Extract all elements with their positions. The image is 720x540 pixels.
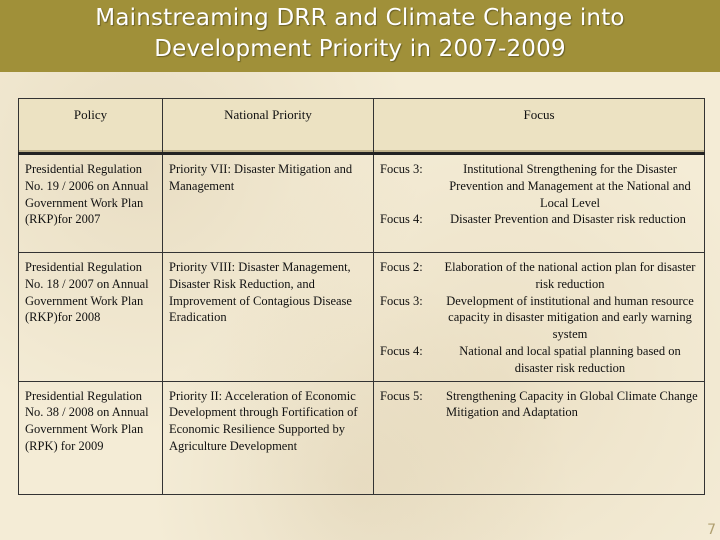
focus-label: Focus 3:: [380, 162, 423, 176]
slide-title-line-2: Development Priority in 2007-2009: [154, 36, 566, 62]
header-policy: Policy: [19, 99, 163, 154]
focus-label: Focus 3:: [380, 293, 423, 308]
focus-cell: [374, 253, 705, 382]
focus-item: [380, 259, 698, 293]
table-row: [19, 154, 705, 253]
policy-cell: Presidential Regulation No. 38 / 2008 on Annual Government Work Plan (RPK) for 2009: [19, 381, 163, 494]
policy-cell: Presidential Regulation No. 18 / 2007 on Annual Government Work Plan (RKP)for 2008: [19, 253, 163, 382]
focus-item: [380, 343, 698, 377]
focus-cell: [374, 381, 705, 494]
focus-label: Focus 2:: [380, 260, 423, 274]
focus-text: Strengthening Capacity in Global Climate Change Mitigation and Adaptation: [446, 388, 698, 420]
focus-cell: [374, 154, 705, 253]
focus-item: [380, 293, 698, 343]
table-header-row: [19, 99, 705, 154]
slide-title-line-1: Mainstreaming DRR and Climate Change into: [95, 5, 625, 31]
table-row: [19, 381, 705, 494]
page-number: 7: [707, 522, 716, 538]
focus-text: National and local spatial planning based on disaster risk reduction: [459, 343, 681, 375]
focus-label: Focus 5:: [380, 388, 423, 403]
focus-item: [380, 388, 698, 422]
focus-text: Development of institutional and human resource capacity in disaster mitigation and early warning system: [446, 293, 694, 342]
header-national-priority: National Priority: [163, 99, 374, 154]
title-bar: [0, 0, 720, 72]
policy-cell: Presidential Regulation No. 19 / 2006 on Annual Government Work Plan (RKP)for 2007: [19, 154, 163, 253]
focus-text: Institutional Strengthening for the Disaster Prevention and Management at the National and Local Level: [449, 162, 691, 210]
focus-item: [380, 211, 698, 228]
priority-cell: Priority VIII: Disaster Management, Disaster Risk Reduction, and Improvement of Contagious Disease Eradication: [163, 253, 374, 382]
priority-cell: Priority VII: Disaster Mitigation and Management: [163, 154, 374, 253]
priority-table: [18, 98, 705, 495]
focus-text: Elaboration of the national action plan for disaster risk reduction: [444, 260, 696, 291]
table-row: [19, 253, 705, 382]
focus-item: [380, 161, 698, 211]
header-focus: Focus: [374, 99, 705, 154]
focus-label: Focus 4:: [380, 343, 423, 358]
priority-cell: Priority II: Acceleration of Economic Development through Fortification of Economic Resilience Supported by Agriculture Development: [163, 381, 374, 494]
focus-text: Disaster Prevention and Disaster risk reduction: [450, 212, 686, 227]
focus-label: Focus 4:: [380, 212, 423, 227]
